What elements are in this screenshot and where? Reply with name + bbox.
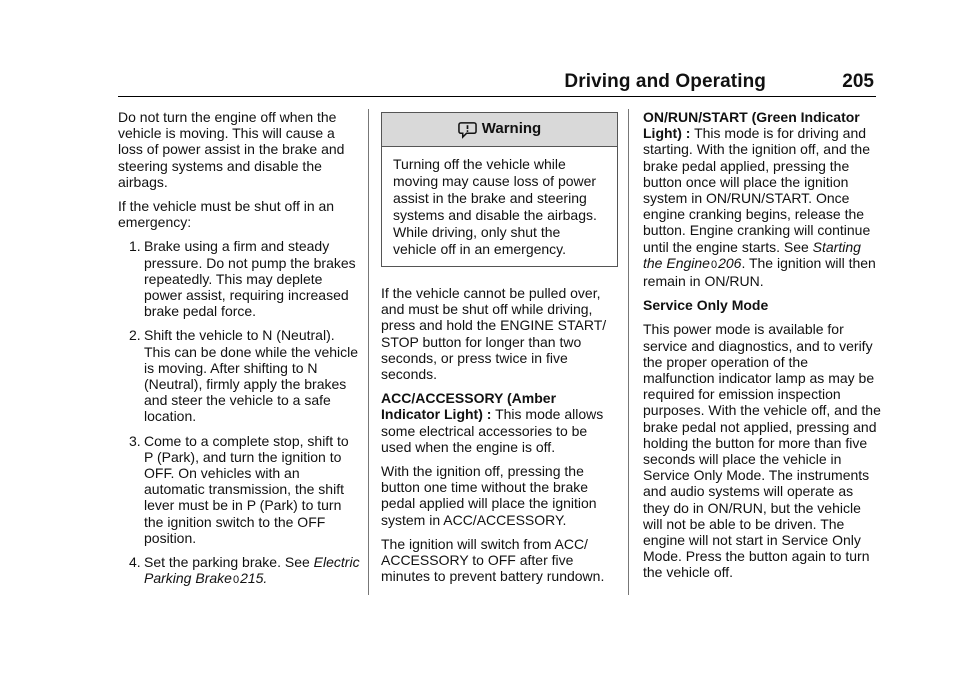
- warning-title: Warning: [481, 120, 542, 138]
- paragraph: Do not turn the engine off when the vehicle is moving. This will cause a loss of power assist in the brake and steering systems and disable the airbags.: [118, 109, 345, 190]
- warning-header: [382, 113, 617, 147]
- xref-page: 215.: [240, 570, 268, 587]
- list-item: [118, 554, 360, 588]
- acc-mode-heading: ACC/ACCESSORY (Amber Indicator Light) :: [381, 390, 557, 423]
- paragraph: The ignition will switch from ACC/ ACCESSORY to OFF after five minutes to prevent battery rundown.: [381, 535, 605, 585]
- step-text: Set the parking brake. See: [144, 554, 310, 571]
- page-ref-arrow-icon: 0: [232, 574, 240, 587]
- on-mode-heading: ON/RUN/START (Green Indicator Light) :: [643, 109, 860, 142]
- section-title: Driving and Operating: [564, 71, 766, 92]
- step-number: 4.: [129, 554, 141, 571]
- paragraph: If the vehicle must be shut off in an emergency:: [118, 198, 335, 231]
- warning-text: Turning off the vehicle while moving may cause loss of power assist in the brake and steering systems and disable the airbags. While driving, only shut the vehicle off in an emergency.: [393, 156, 597, 257]
- xref-title: Electric Parking Brake: [144, 554, 360, 587]
- step-number: 2.: [129, 327, 141, 344]
- column-right: [643, 109, 883, 589]
- page-ref-arrow-icon: 0: [710, 258, 718, 271]
- paragraph: This power mode is available for service and diagnostics, and to verify the proper operation of the malfunction indicator lamp as may be required for emission inspection purposes. With the vehicle off, and the brake pedal not applied, pressing and holding the button for more than five seconds will place the vehicle in Service Only Mode. The instruments and audio systems will operate as they do in ON/RUN, but the vehicle will not be able to be driven. The engine will not start in Service Only Mode. Press the button again to turn the vehicle off.: [643, 321, 881, 581]
- column-middle: [381, 109, 618, 592]
- page-header: [118, 70, 876, 97]
- list-item: [118, 327, 360, 424]
- column-divider: [368, 109, 369, 595]
- step-text: Brake using a firm and steady pressure. Do not pump the brakes repeatedly. This may deplete power assist, requiring increased brake pedal force.: [144, 238, 356, 320]
- paragraph: With the ignition off, pressing the button one time without the brake pedal applied will place the ignition system in ACC/ACCESSORY.: [381, 463, 597, 528]
- on-mode-text: This mode is for driving and starting. With the ignition off, and the brake pedal applied, pressing the button once will place the ignition system in ON/RUN/START. Once engine cranking begins, release the button. Engine cranking will continue until the engine starts. See: [643, 125, 871, 255]
- list-item: [118, 238, 360, 319]
- column-left: [118, 109, 360, 596]
- warning-box: [381, 112, 618, 267]
- service-mode-heading: Service Only Mode: [643, 297, 769, 314]
- step-number: 3.: [129, 432, 141, 449]
- on-mode-text-end: . The ignition will then remain in ON/RUN.: [643, 254, 876, 290]
- page-number: 205: [842, 71, 874, 92]
- xref-page: 206: [718, 254, 742, 271]
- list-item: [118, 433, 360, 546]
- warning-icon: [458, 120, 477, 139]
- paragraph: If the vehicle cannot be pulled over, and must be shut off while driving, press and hold the ENGINE START/ STOP button for longer than two seconds, or press twice in five seconds.: [381, 285, 607, 383]
- xref-title: Starting the Engine: [643, 238, 861, 271]
- paragraph: [381, 390, 618, 455]
- column-divider: [628, 109, 629, 595]
- step-number: 1.: [129, 238, 141, 255]
- step-text: Shift the vehicle to N (Neutral). This can be done while the vehicle is moving. After shifting to N (Neutral), firmly apply the brakes and steer the vehicle to a safe location.: [144, 327, 359, 425]
- emergency-steps-list: [118, 238, 360, 588]
- paragraph: [643, 109, 883, 289]
- acc-mode-text: This mode allows some electrical accessories to be used when the engine is off.: [381, 406, 604, 455]
- step-text: Come to a complete stop, shift to P (Park), and turn the ignition to OFF. On vehicles with an automatic transmission, the shift lever must be in P (Park) to turn the ignition switch to the OFF position.: [144, 432, 349, 546]
